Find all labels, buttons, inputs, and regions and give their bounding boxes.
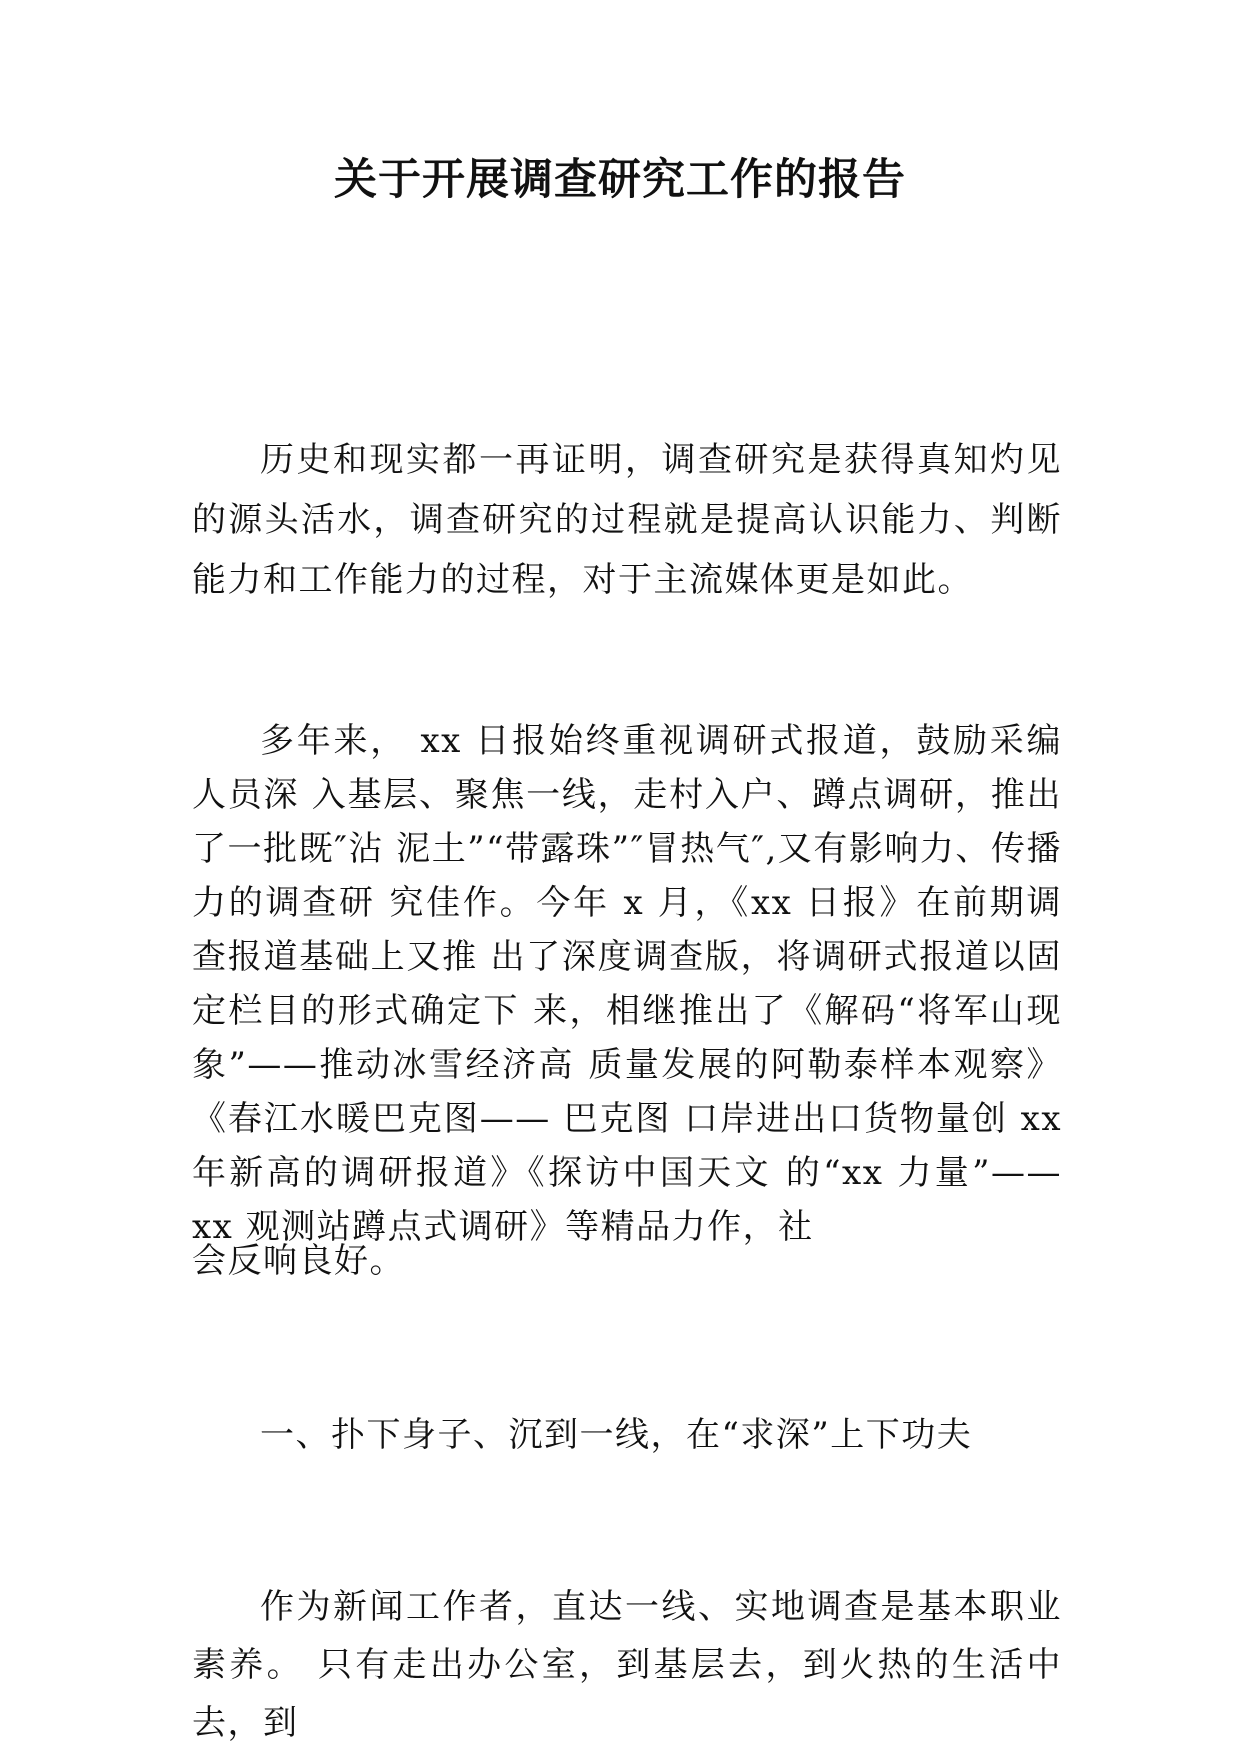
- paragraph-overview: 多年来， xx 日报始终重视调研式报道，鼓励采编人员深 入基层、聚焦一线，走村入户、蹲点调研，推出了一批既″沾 泥土”“带露珠”″冒热气″,又有影响力、传播力的调查研 究佳作。今年 x 月，《xx 日报》在前期调查报道基础上又推 出了深度调查版，将调研式报道以固定栏目的形式确定下 来，相继推出了《解码“将军山现象”——推动冰雪经济高 质量发展的阿勒泰样本观察》《春江水暖巴克图—— 巴克图 口岸进出口货物量创 xx 年新高的调研报道》《探访中国天文 的“xx 力量”——xx 观测站蹲点式调研》等精品力作，社: [192, 721, 1062, 1247]
- paragraph-overview-continued: 会反响良好。: [192, 1241, 405, 1281]
- page-title: 关于开展调查研究工作的报告: [334, 155, 906, 205]
- section-heading-1: 一、扑下身子、沉到一线，在“求深”上下功夫: [260, 1415, 973, 1455]
- paragraph-intro: 历史和现实都一再证明，调查研究是获得真知灼见的源头活水，调查研究的过程就是提高认识能力、判断能力和工作能力的过程，对于主流媒体更是如此。: [192, 440, 1062, 600]
- paragraph-section-1-body: 作为新闻工作者，直达一线、实地调查是基本职业素养。 只有走出办公室，到基层去，到火热的生活中去，到: [192, 1587, 1062, 1743]
